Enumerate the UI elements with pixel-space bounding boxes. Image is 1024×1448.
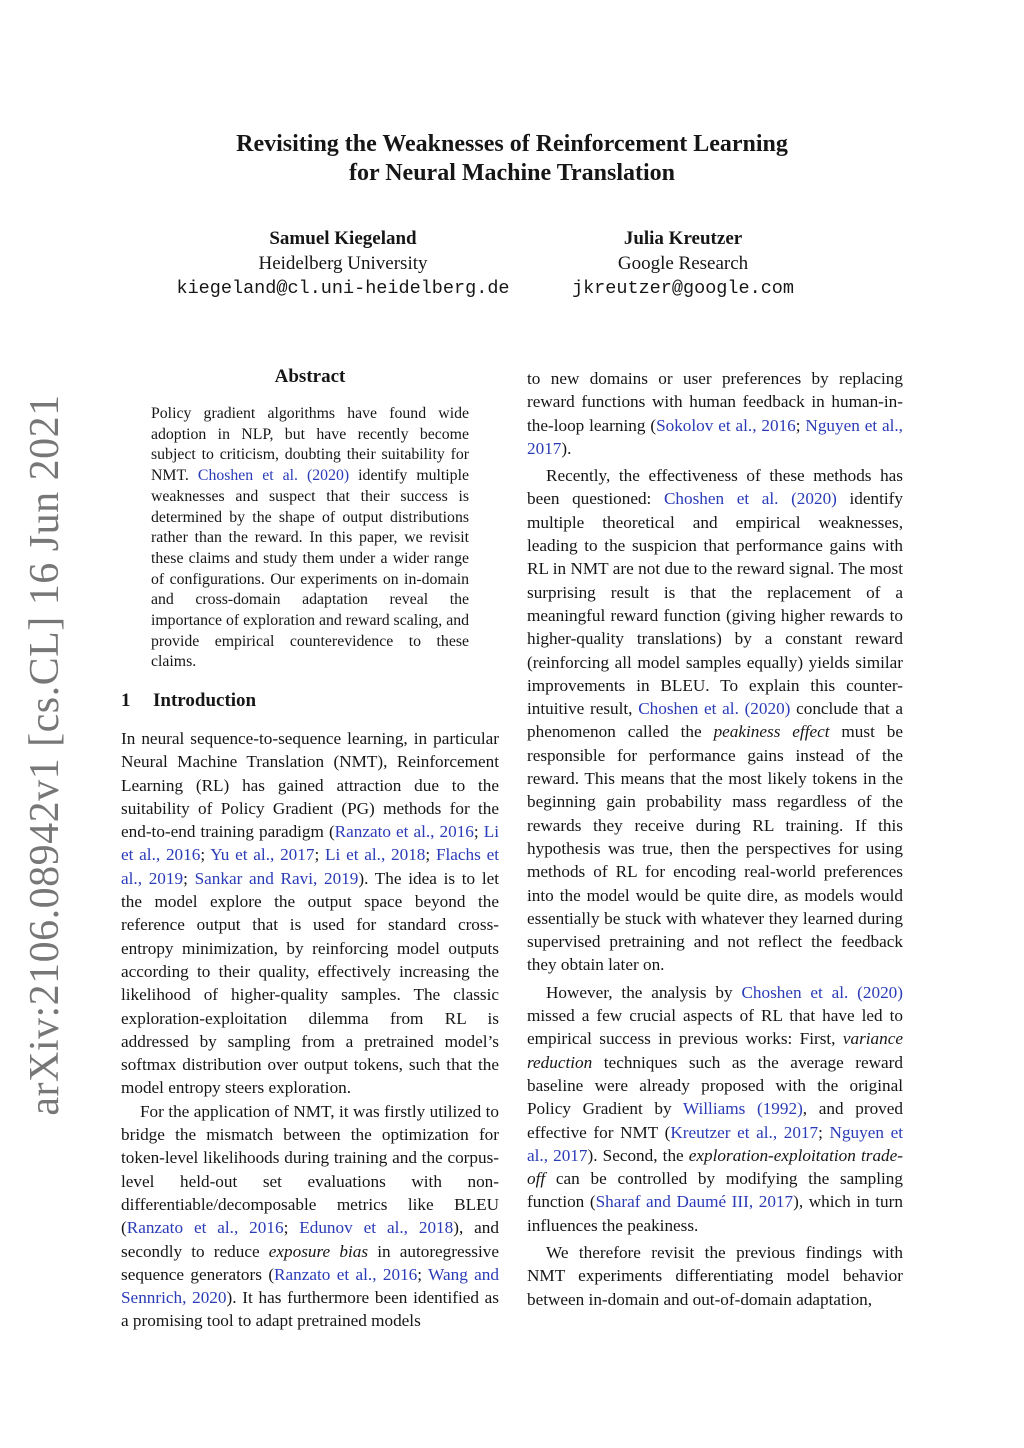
body-paragraph [527,464,903,977]
citation-link[interactable]: Choshen et al. (2020) [663,489,837,509]
section-heading-introduction [121,690,256,712]
text-run: ; [283,1218,300,1238]
author-affiliation: Google Research [617,253,749,274]
text-run: However, the analysis by [546,982,742,1002]
text-run: in autoregressive sequence generators ( [121,1241,499,1284]
citation-link[interactable]: Williams (1992) [682,1099,803,1119]
intro-paragraph-2 [121,1100,499,1333]
text-run: conclude that a phenomenon called the [527,699,903,742]
body-paragraph [527,1241,903,1311]
text-run: identify multiple weaknesses and suspect that their success is determined by the shape of output distributions rather than the reward. In this paper, we revisit these claims and study them under a wider range of configurations. Our experiments on in-domain and cross-domain adaptation reveal the importance of exploration and reward scaling, and provide empirical counterevidence to these claims. [151,467,470,671]
text-run: ; [200,845,211,865]
emphasis: peakiness effect [713,722,830,742]
author-email: jkreutzer@google.com [571,278,795,299]
citation-link[interactable]: Choshen et al. (2020) [638,699,791,719]
author-name: Samuel Kiegeland [269,228,417,249]
title-line-1: Revisiting the Weaknesses of Reinforcement Learning [236,131,788,157]
arxiv-sidebar [20,394,70,1116]
citation-link[interactable]: Choshen et al. (2020) [741,982,903,1002]
text-run: We therefore revisit the previous findings with NMT experiments differentiating model behavior between in-domain and out-of-domain adaptation, [527,1242,903,1309]
text-run: ; [417,1264,429,1284]
intro-paragraph-1 [121,727,499,1100]
text-run: ). It has furthermore been identified as a promising tool to adapt pretrained models [121,1288,499,1331]
citation-link[interactable]: Li et al., 2016 [121,822,499,865]
text-run: ), which in turn influences the peakiness. [527,1192,903,1235]
citation-link[interactable]: Edunov et al., 2018 [299,1218,454,1238]
text-run: missed a few crucial aspects of RL that have led to empirical success in previous works: First, [527,1006,903,1049]
author-block-1 [143,226,543,301]
text-run: ). The idea is to let the model explore the output space beyond the reference output that is used for standard cross-entropy minimization, by reinforcing model outputs according to their quality, effectively increasing the likelihood of higher-quality samples. The classic exploration-exploitation dilemma from RL is addressed by sampling from a pretrained model’s softmax distribution over output tokens, such that the model entropy steers exploration. [121,868,499,1098]
right-column [527,367,903,1311]
text-run: For the application of NMT, it was firstly utilized to bridge the mismatch between the optimization for token-level likelihoods during training and the corpus-level held-out set evaluations with non-differentiable/decomposable metrics like BLEU ( [121,1101,499,1238]
text-run: ; [818,1122,830,1142]
text-run: Recently, the effectiveness of these methods has been questioned: [527,466,903,509]
emphasis: variance reduction [527,1029,903,1072]
text-run: ; [473,822,484,842]
citation-link[interactable]: Sharaf and Daumé III, 2017 [595,1192,794,1212]
author-affiliation: Heidelberg University [258,253,428,274]
text-run: identify multiple theoretical and empirical weaknesses, leading to the suspicion that performance gains with RL in NMT are not due to the reward signal. The most surprising result is that the replacement of a meaningful reward function (giving higher rewards to higher-quality translations) by a constant reward (reinforcing all model samples equally) yields similar improvements in BLEU. To explain this counter-intuitive result, [527,489,903,719]
citation-link[interactable]: Li et al., 2018 [325,845,426,865]
author-block-2 [533,226,833,301]
citation-link[interactable]: Ranzato et al., 2016 [334,822,474,842]
section-number: 1 [121,690,131,711]
citation-link[interactable]: Ranzato et al., 2016 [274,1264,418,1284]
text-run: techniques such as the average reward baseline were already proposed with the original Policy Gradient by [527,1052,903,1119]
citation-link[interactable]: Wang and Sennrich, 2020 [121,1264,499,1308]
text-run: ). Second, the [587,1145,689,1165]
text-run: ). [561,438,572,458]
title-line-2: for Neural Machine Translation [349,160,675,186]
text-run: , and proved effective for NMT ( [527,1099,903,1142]
paper-title [0,130,1024,188]
author-name: Julia Kreutzer [623,228,743,249]
text-run: to new domains or user preferences by replacing reward functions with human feedback in human-in-the-loop learning ( [527,369,903,435]
text-run: ; [795,415,806,435]
citation-link[interactable]: Yu et al., 2017 [210,845,315,865]
citation-link[interactable]: Choshen et al. (2020) [197,467,350,485]
text-run: Policy gradient algorithms have found wide adoption in NLP, but have recently become subject to criticism, doubting their suitability for NMT. [151,405,469,485]
abstract-paragraph [151,404,469,673]
text-run: ; [314,845,326,865]
abstract-heading: Abstract [274,366,346,387]
author-email: kiegeland@cl.uni-heidelberg.de [176,278,510,299]
citation-link[interactable]: Ranzato et al., 2016 [126,1218,284,1238]
emphasis: exposure bias [268,1241,369,1261]
text-run: ), and secondly to reduce [121,1218,499,1261]
body-paragraph [527,981,903,1237]
citation-link[interactable]: Nguyen et al., 2017 [527,415,903,458]
citation-link[interactable]: Sokolov et al., 2016 [656,415,796,435]
citation-link[interactable]: Sankar and Ravi, 2019 [194,868,359,888]
text-run: In neural sequence-to-sequence learning, in particular Neural Machine Translation (NMT), Reinforcement Learning (RL) has gained attraction due to the suitability of Policy Gradient (PG) methods for the end-to-end training paradigm ( [121,729,499,842]
section-title: Introduction [153,690,257,711]
left-column [121,727,499,1333]
body-paragraph-continued [527,367,903,460]
text-run: ; [183,868,195,888]
citation-link[interactable]: Nguyen et al., 2017 [527,1122,903,1165]
emphasis: exploration-exploitation trade-off [527,1145,903,1189]
text-run: can be controlled by modifying the sampling function ( [527,1169,903,1212]
text-run: must be responsible for performance gains instead of the reward. This means that the most likely tokens in the beginning gain probability mass regardless of the rewards they receive during RL training. If this hypothesis was true, then the perspectives for using methods of RL for encoding real-world preferences into the model would be quite dire, as models would essentially be stuck with whatever they learned during supervised pretraining and not reflect the feedback they obtain later on. [527,722,903,975]
arxiv-identifier: arXiv:2106.08942v1 [cs.CL] 16 Jun 2021 [22,394,68,1116]
citation-link[interactable]: Flachs et al., 2019 [121,845,500,888]
citation-link[interactable]: Kreutzer et al., 2017 [670,1122,819,1142]
text-run: ; [425,845,436,865]
abstract-body [151,404,469,673]
